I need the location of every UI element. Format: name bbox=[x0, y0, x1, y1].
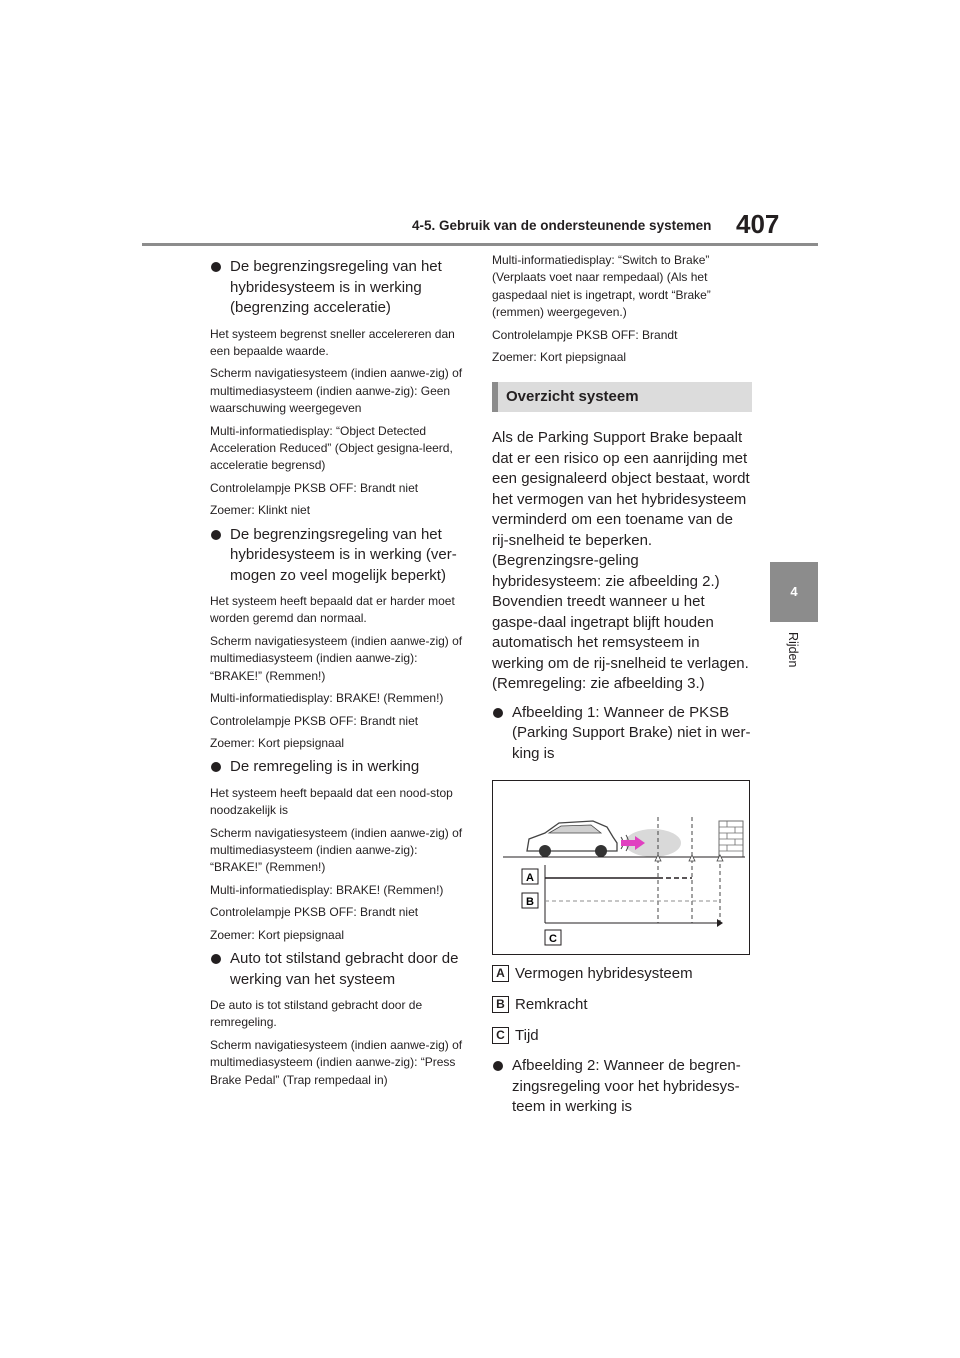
figure-1-diagram bbox=[493, 781, 749, 954]
right-column bbox=[492, 252, 752, 1125]
figure-caption: Afbeelding 2: Wanneer de begren-zingsregeling voor het hybridesys-teem in werking is bbox=[492, 1056, 752, 1118]
paragraph: De auto is tot stilstand gebracht door de remregeling. bbox=[210, 998, 423, 1030]
paragraph: Controlelampje PKSB OFF: Brandt bbox=[492, 327, 678, 342]
section-title: 4-5. Gebruik van de ondersteunende systemen bbox=[412, 218, 712, 233]
paragraph: Scherm navigatiesysteem (indien aanwe-zig) of multimediasysteem (indien aanwe-zig): “Press Brake Pedal” (Trap rempedaal in) bbox=[210, 1037, 463, 1087]
figure-1 bbox=[492, 780, 750, 955]
section-heading-text: Overzicht systeem bbox=[506, 388, 639, 406]
paragraph: Het systeem begrenst sneller accelereren dan een bepaalde waarde. bbox=[210, 326, 455, 358]
paragraph: Scherm navigatiesysteem (indien aanwe-zig) of multimediasysteem (indien aanwe-zig): Geen waarschuwing weergegeven bbox=[210, 366, 463, 416]
bullet-item: De begrenzingsregeling van het hybridesysteem is in werking (ver-mogen zo veel mogelijk beperkt) bbox=[210, 525, 472, 587]
label-a: A bbox=[526, 872, 534, 885]
section-heading bbox=[492, 382, 752, 412]
paragraph: Zoemer: Kort piepsignaal bbox=[210, 927, 345, 942]
paragraph: Scherm navigatiesysteem (indien aanwe-zig) of multimediasysteem (indien aanwe-zig): “BRAKE!” (Remmen!) bbox=[210, 825, 463, 875]
paragraph: Het systeem heeft bepaald dat een nood-stop noodzakelijk is bbox=[210, 785, 453, 818]
car-icon bbox=[527, 821, 617, 857]
section-intro-2: Bovendien treedt wanneer u het gaspe-daal ingetrapt blijft houden automatisch het remsysteem in werking om de rij-snelheid te verlagen. (Remregeling: zie afbeelding 3.) bbox=[492, 593, 749, 693]
label-c: C bbox=[549, 933, 557, 946]
label-b: B bbox=[526, 896, 534, 909]
paragraph: Multi-informatiedisplay: “Object Detected Acceleration Reduced” (Object gesigna-leerd, acceleratie begrensd) bbox=[210, 423, 453, 473]
paragraph: Controlelampje PKSB OFF: Brandt niet bbox=[210, 480, 419, 495]
legend-key: C bbox=[492, 1027, 509, 1044]
legend-key: A bbox=[492, 965, 509, 982]
legend-item bbox=[492, 994, 752, 1014]
paragraph: Controlelampje PKSB OFF: Brandt niet bbox=[210, 713, 419, 728]
figure-caption: Afbeelding 1: Wanneer de PKSB (Parking Support Brake) niet in wer-king is bbox=[492, 703, 752, 765]
paragraph: Het systeem heeft bepaald dat er harder moet worden geremd dan normaal. bbox=[210, 594, 455, 626]
chapter-tab: 4 bbox=[770, 562, 818, 622]
paragraph: Multi-informatiedisplay: “Switch to Brake” (Verplaats voet naar rempedaal) (Als het gaspedaal niet is ingetrapt, wordt “Brake” (remmen) weergegeven.) bbox=[492, 253, 711, 320]
paragraph: Controlelampje PKSB OFF: Brandt niet bbox=[210, 905, 419, 920]
chapter-label: Rijden bbox=[786, 632, 800, 668]
bullet-item: De remregeling is in werking bbox=[210, 757, 472, 778]
legend-item bbox=[492, 963, 752, 983]
wall-icon bbox=[719, 821, 743, 857]
paragraph: Zoemer: Kort piepsignaal bbox=[492, 350, 627, 365]
legend-item bbox=[492, 1025, 752, 1045]
paragraph: Scherm navigatiesysteem (indien aanwe-zig) of multimediasysteem (indien aanwe-zig): “BRAKE!” (Remmen!) bbox=[210, 633, 463, 683]
legend-text: Vermogen hybridesysteem bbox=[515, 964, 693, 982]
legend-text: Tijd bbox=[515, 1026, 539, 1044]
legend-text: Remkracht bbox=[515, 995, 588, 1013]
paragraph: Zoemer: Klinkt niet bbox=[210, 503, 311, 518]
left-column bbox=[210, 253, 472, 1094]
paragraph: Multi-informatiedisplay: BRAKE! (Remmen!) bbox=[210, 691, 444, 706]
section-intro: Als de Parking Support Brake bepaalt dat er een risico op een aanrijding met een gesignaleerd object bestaat, wordt het vermogen van het hybridesysteem verminderd om een toename van de rij-snelheid te beperken. (Begrenzingsre-geling hybridesysteem: zie afbeelding 2.) bbox=[492, 429, 750, 590]
bullet-item: Auto tot stilstand gebracht door de werking van het systeem bbox=[210, 949, 472, 990]
legend-key: B bbox=[492, 996, 509, 1013]
paragraph: Multi-informatiedisplay: BRAKE! (Remmen!) bbox=[210, 882, 444, 897]
paragraph: Zoemer: Kort piepsignaal bbox=[210, 735, 345, 750]
page-number: 407 bbox=[736, 209, 780, 239]
bullet-item: De begrenzingsregeling van het hybridesysteem is in werking (begrenzing acceleratie) bbox=[210, 257, 472, 319]
header-rule bbox=[142, 243, 818, 246]
